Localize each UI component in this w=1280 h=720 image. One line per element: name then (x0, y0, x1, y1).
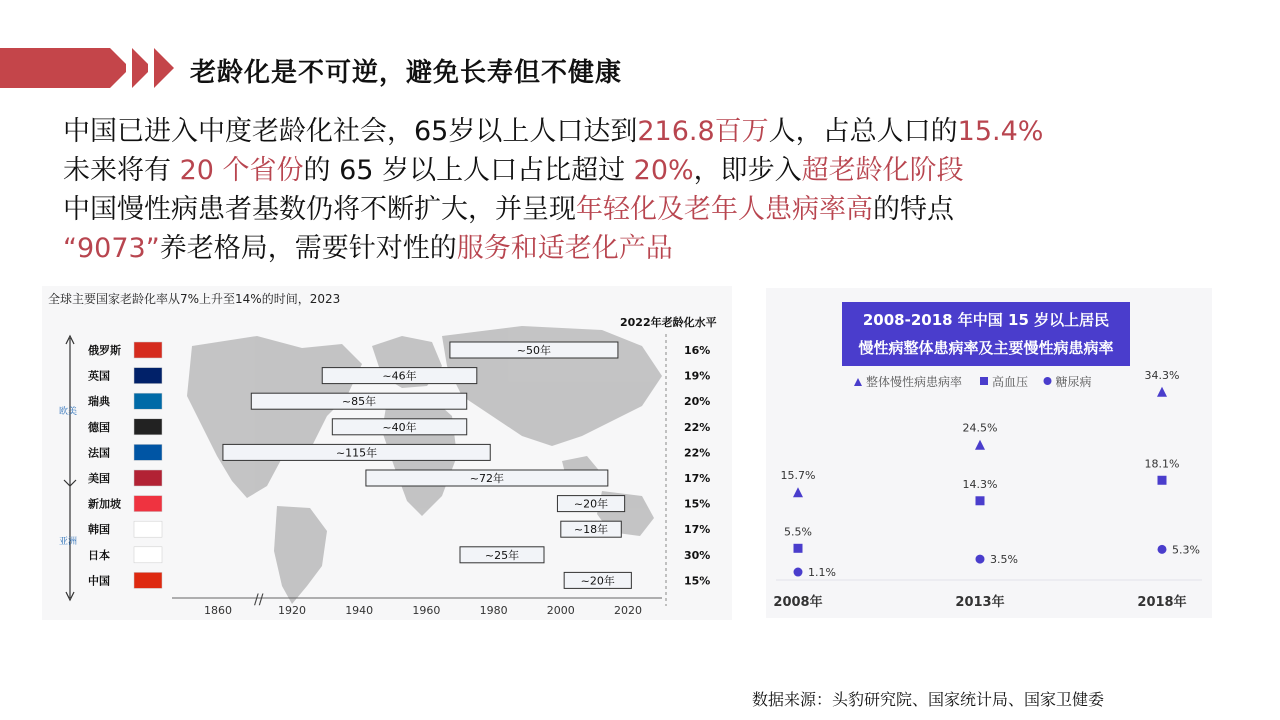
duration-label: ~40年 (382, 420, 417, 434)
axis-break-icon: // (254, 592, 264, 608)
duration-label: ~25年 (484, 548, 520, 562)
square-marker-icon (980, 377, 988, 385)
bullet-text: 的 65 岁以上人口占比超过 (303, 155, 634, 186)
highlight-text: 年轻化及老年人患病率高 (576, 194, 873, 225)
country-label: 美国 (88, 472, 110, 485)
triangle-point (975, 440, 985, 450)
aging-timeline-chart (42, 286, 732, 620)
x-tick-label: 1920 (278, 604, 306, 617)
duration-label: ~18年 (573, 523, 609, 537)
legend-item (980, 374, 1028, 389)
header-accent-bar (0, 48, 110, 88)
data-label: 3.5% (990, 553, 1018, 567)
flag-icon (134, 496, 162, 512)
highlight-text: 20% (633, 155, 694, 186)
duration-label: ~85年 (341, 395, 377, 409)
country-label: 日本 (88, 548, 110, 562)
aging-rate-value: 17% (684, 472, 711, 485)
data-label: 24.5% (962, 421, 998, 435)
aging-rate-value: 20% (684, 395, 711, 409)
legend-label: 整体慢性病患病率 (866, 375, 963, 389)
data-label: 18.1% (1144, 457, 1180, 471)
flag-icon (134, 419, 162, 435)
data-label: 14.3% (962, 477, 998, 491)
data-label: 5.3% (1172, 543, 1200, 557)
chart-title-line: 慢性病整体患病率及主要慢性病患病率 (858, 339, 1114, 357)
data-label: 1.1% (808, 566, 836, 580)
duration-label: ~50年 (516, 344, 552, 357)
legend-label: 高血压 (992, 375, 1029, 389)
category-label: 2018年 (1137, 595, 1187, 610)
triangle-point (1157, 387, 1167, 397)
duration-label: ~72年 (469, 472, 504, 485)
flag-icon (134, 470, 162, 486)
highlight-text: 20 个省份 (179, 155, 304, 186)
x-tick-label: 2000 (546, 604, 575, 617)
bullet-text: 人，占总人口的 (768, 116, 958, 147)
data-label: 34.3% (1144, 368, 1180, 382)
country-label: 法国 (88, 446, 110, 460)
bullet-text: 养老格局，需要针对性的 (159, 233, 457, 264)
country-label: 新加坡 (88, 497, 121, 511)
bullet-text: 中国已进入中度老龄化社会，65岁以上人口达到 (63, 116, 638, 147)
bullet-line-1 (63, 113, 1043, 151)
data-label: 15.7% (780, 469, 816, 483)
triangle-point (793, 487, 803, 497)
highlight-text: 服务和适老化产品 (456, 233, 673, 264)
duration-label: ~20年 (573, 497, 609, 511)
x-tick-label: 1860 (204, 604, 232, 617)
circle-point (976, 555, 985, 564)
country-label: 中国 (88, 574, 110, 588)
data-label: 5.5% (784, 525, 812, 539)
flag-icon (134, 342, 162, 358)
x-tick-label: 1980 (479, 604, 508, 617)
square-point (794, 544, 803, 553)
duration-label: ~20年 (580, 574, 615, 588)
bullet-line-3 (63, 191, 954, 229)
country-label: 韩国 (88, 523, 110, 537)
aging-rate-value: 22% (684, 420, 711, 434)
square-point (976, 496, 985, 505)
chevron-icon (154, 48, 174, 88)
aging-rate-value: 30% (684, 548, 711, 562)
map-chart-title: 全球主要国家老龄化率从7%上升至14%的时间，2023 (48, 292, 341, 306)
aging-rate-value: 16% (684, 344, 711, 357)
rate-column-header: 2022年老龄化水平 (620, 316, 717, 329)
highlight-text: 15.4% (957, 116, 1044, 147)
country-label: 瑞典 (88, 395, 110, 409)
aging-rate-value: 17% (684, 523, 711, 537)
triangle-marker-icon (854, 378, 862, 386)
aging-rate-value: 15% (684, 497, 711, 511)
legend-item (1044, 374, 1092, 389)
flag-icon (134, 393, 162, 409)
group-label-asia: 亚洲 (58, 537, 78, 547)
flag-icon (134, 572, 162, 588)
country-label: 俄罗斯 (88, 344, 121, 357)
bullet-text: 未来将有 (63, 155, 180, 186)
duration-label: ~115年 (335, 446, 378, 460)
bullet-text: ，即步入 (693, 155, 802, 186)
x-tick-label: 1960 (412, 604, 441, 617)
circle-marker-icon (1044, 377, 1052, 385)
duration-label: ~46年 (382, 369, 417, 383)
highlight-text: 超老龄化阶段 (801, 155, 964, 186)
category-label: 2013年 (955, 595, 1005, 610)
country-label: 德国 (88, 420, 110, 434)
bullet-line-2 (63, 152, 964, 190)
x-tick-label: 2020 (614, 604, 642, 617)
aging-rate-value: 22% (684, 446, 711, 460)
page-title: 老龄化是不可逆，避免长寿但不健康 (190, 58, 623, 88)
aging-rate-value: 19% (684, 369, 711, 383)
country-label: 英国 (88, 369, 110, 383)
aging-rate-value: 15% (684, 574, 711, 588)
circle-point (1158, 545, 1167, 554)
chronic-disease-chart (766, 288, 1212, 618)
bullet-line-4 (63, 230, 673, 268)
group-label-europe-us: 欧美 (58, 407, 78, 417)
circle-point (794, 568, 803, 577)
square-point (1158, 476, 1167, 485)
highlight-text: “9073” (63, 233, 160, 264)
category-label: 2008年 (773, 595, 823, 610)
flag-icon (134, 521, 162, 537)
flag-icon (134, 444, 162, 460)
chart-title-line: 2008-2018 年中国 15 岁以上居民 (862, 311, 1110, 329)
x-tick-label: 1940 (345, 604, 374, 617)
flag-icon (134, 547, 162, 563)
legend-label: 糖尿病 (1055, 375, 1092, 389)
legend-item (854, 374, 962, 389)
flag-icon (134, 368, 162, 384)
highlight-text: 216.8百万 (637, 116, 769, 147)
bullet-text: 的特点 (873, 194, 954, 225)
bullet-text: 中国慢性病患者基数仍将不断扩大，并呈现 (63, 194, 576, 225)
data-source: 数据来源：头豹研究院、国家统计局、国家卫健委 (752, 690, 1105, 709)
